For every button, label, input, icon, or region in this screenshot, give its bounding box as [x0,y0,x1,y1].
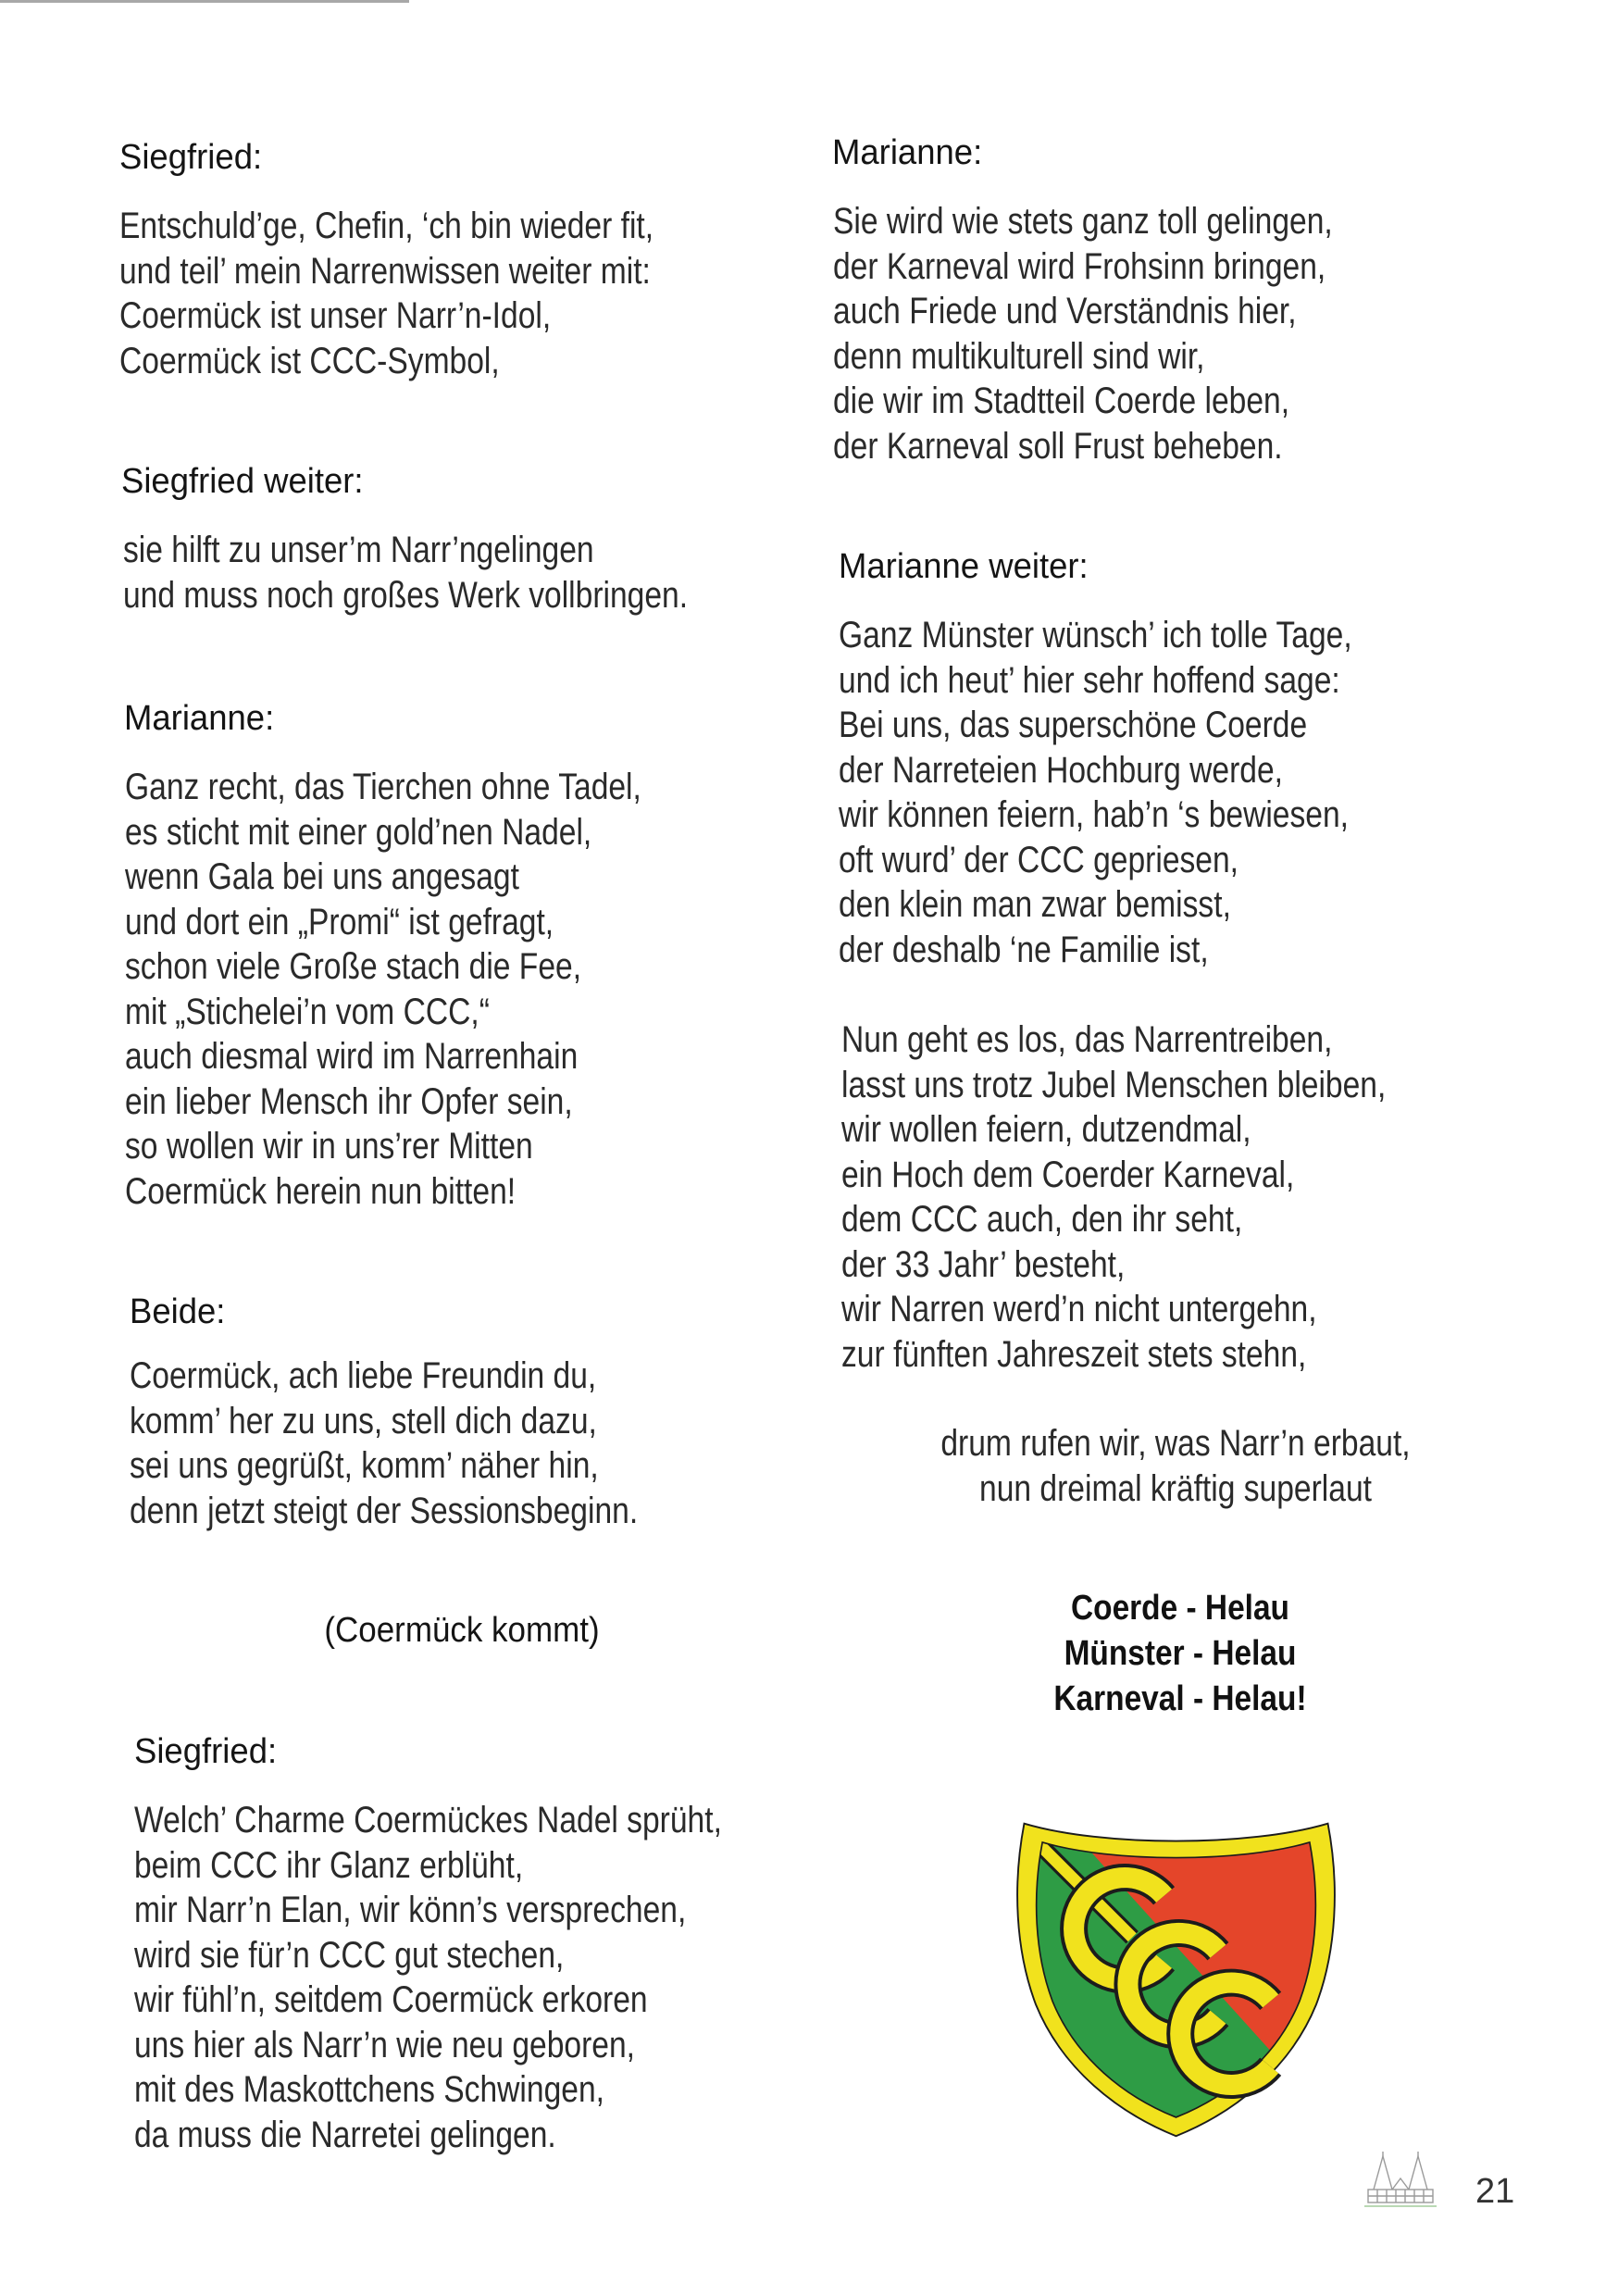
verse-line: Bei uns, das superschöne Coerde [839,705,1308,745]
cheer-line: Karneval - Helau! [1053,1679,1307,1718]
verse-line: sie hilft zu unser’m Narr’ngelingen [123,530,594,570]
speaker-heading: Siegfried: [119,138,263,177]
verse-line: wir Narren werd’n nicht untergehn, [841,1289,1317,1329]
verse-line: komm’ her zu uns, stell dich dazu, [130,1400,597,1441]
speaker-heading: Marianne: [832,133,983,172]
verse-line: der Narreteien Hochburg werde, [839,749,1283,791]
verse-line: denn multikulturell sind wir, [833,335,1205,377]
verse-line: wenn Gala bei uns angesagt [125,856,519,897]
verse-line: Sie wird wie stets ganz toll gelingen, [833,201,1333,242]
verse-block [130,1354,735,1533]
verse-line: mir Narr’n Elan, wir könn’s versprechen, [134,1890,687,1930]
speaker-heading: Siegfried weiter: [121,462,364,501]
top-rule [0,0,409,3]
verse-line: ein Hoch dem Coerder Karneval, [841,1154,1295,1195]
verse-block [119,204,755,383]
verse-line: auch diesmal wird im Narrenhain [125,1036,579,1077]
verse-line: mit des Maskottchens Schwingen, [134,2069,604,2110]
verse-line: Entschuld’ge, Chefin, ‘ch bin wieder fit, [119,206,654,246]
page-number: 21 [1475,2172,1515,2211]
verse-line: lasst uns trotz Jubel Menschen bleiben, [841,1064,1387,1105]
verse-line: und ich heut’ hier sehr hoffend sage: [839,659,1340,701]
verse-line: so wollen wir in uns’rer Mitten [125,1126,533,1167]
verse-line: der Karneval wird Frohsinn bringen, [833,245,1326,287]
verse-line: Coermück, ach liebe Freundin du, [130,1355,597,1396]
verse-line: den klein man zwar bemisst, [839,884,1231,925]
verse-line: Nun geht es los, das Narrentreiben, [841,1019,1333,1060]
closing-lines [852,1421,1500,1511]
verse-block [839,613,1450,972]
verse-line: schon viele Große stach die Fee, [125,946,582,987]
cheer-line: Münster - Helau [1064,1634,1297,1673]
verse-block [833,199,1428,468]
speaker-heading: Siegfried: [134,1732,278,1771]
closing-line: nun dreimal kräftig superlaut [979,1467,1372,1509]
verse-line: wir wollen feiern, dutzendmal, [841,1109,1251,1150]
speaker-heading: Marianne weiter: [839,547,1089,586]
verse-line: Ganz Münster wünsch’ ich tolle Tage, [839,615,1352,655]
verse-line: der Karneval soll Frust beheben. [833,425,1283,467]
verse-line: denn jetzt steigt der Sessionsbeginn. [130,1490,639,1531]
verse-line: mit „Stichelei’n vom CCC,“ [125,991,490,1032]
verse-line: die wir im Stadtteil Coerde leben, [833,381,1290,421]
verse-line: zur fünften Jahreszeit stets stehn, [841,1333,1307,1375]
verse-line: der deshalb ‘ne Familie ist, [839,929,1209,970]
verse-line: wird sie für’n CCC gut stechen, [134,1934,565,1976]
verse-line: wir fühl’n, seitdem Coermück erkoren [134,1979,648,2020]
verse-line: uns hier als Narr’n wie neu geboren, [134,2024,636,2065]
verse-line: ein lieber Mensch ihr Opfer sein, [125,1080,573,1122]
verse-line: Coermück herein nun bitten! [125,1170,517,1212]
verse-line: der 33 Jahr’ besteht, [841,1243,1126,1285]
verse-line: es sticht mit einer gold’nen Nadel, [125,811,592,853]
verse-line: auch Friede und Verständnis hier, [833,291,1297,331]
verse-line: sei uns gegrüßt, komm’ näher hin, [130,1445,599,1486]
verse-block [123,528,795,618]
cheers [995,1586,1365,1722]
verse-line: da muss die Narretei gelingen. [134,2114,556,2155]
verse-line: Coermück ist unser Narr’n-Idol, [119,295,552,336]
verse-line: Coermück ist CCC-Symbol, [119,340,500,381]
cathedral-icon [1363,2151,1438,2209]
cheer-line: Coerde - Helau [1070,1589,1289,1628]
verse-block [841,1017,1489,1377]
verse-line: Welch’ Charme Coermückes Nadel sprüht, [134,1800,722,1841]
verse-line: beim CCC ihr Glanz erblüht, [134,1844,524,1886]
verse-block [125,765,740,1214]
verse-line: und teil’ mein Narrenwissen weiter mit: [119,250,651,292]
verse-line: oft wurd’ der CCC gepriesen, [839,839,1239,880]
verse-line: dem CCC auch, den ihr seht, [841,1199,1243,1240]
speaker-heading: Beide: [130,1292,226,1331]
verse-line: Ganz recht, das Tierchen ohne Tadel, [125,767,641,807]
ccc-shield-emblem [1015,1812,1337,2140]
verse-line: und muss noch großes Werk vollbringen. [123,574,689,616]
verse-line: wir können feiern, hab’n ‘s bewiesen, [839,794,1349,835]
verse-line: und dort ein „Promi“ ist gefragt, [125,901,554,942]
closing-line: drum rufen wir, was Narr’n erbaut, [940,1423,1411,1464]
stage-direction: (Coermück kommt) [324,1611,600,1650]
verse-block [134,1798,834,2157]
speaker-heading: Marianne: [124,699,275,738]
